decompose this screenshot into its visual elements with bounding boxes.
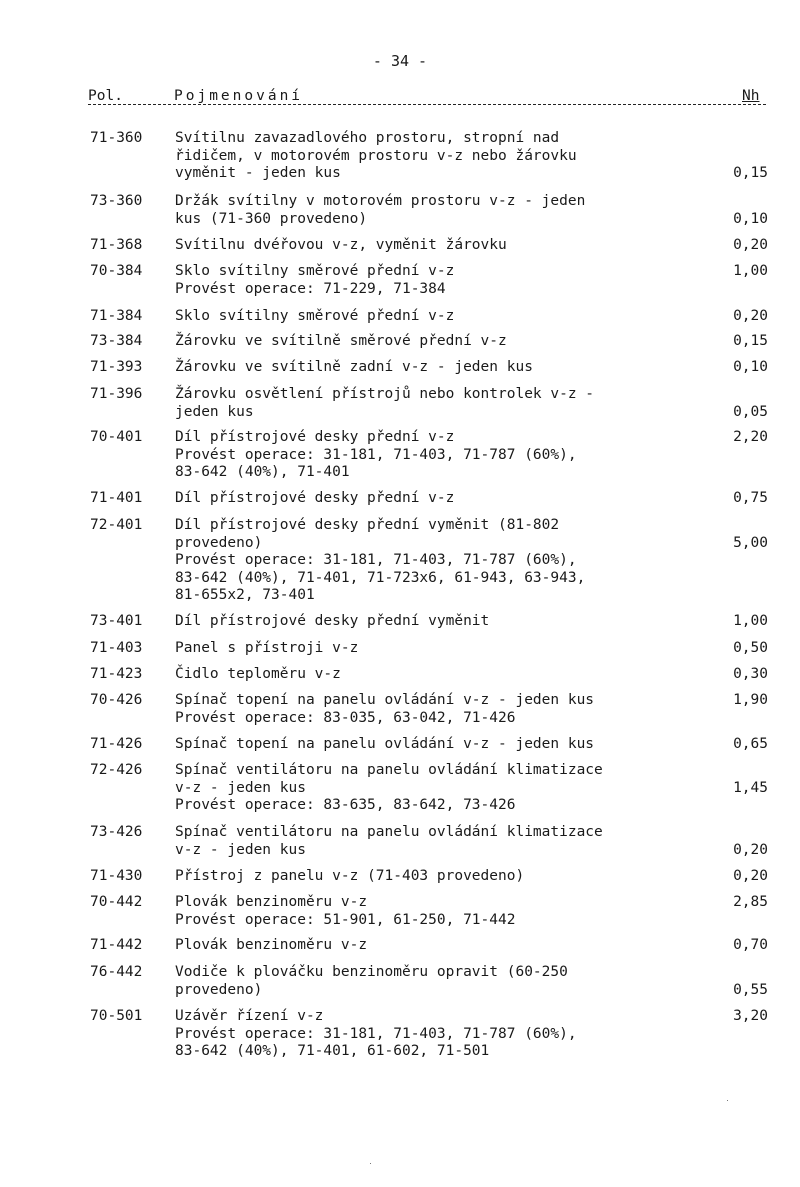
column-header-name: Pojmenování	[174, 88, 304, 104]
row-description: Sklo svítilny směrové přední v-z	[175, 308, 455, 324]
row-description: Žárovku ve svítilně směrové přední v-z	[175, 333, 507, 349]
row-code: 71-384	[90, 308, 143, 324]
row-description: Držák svítilny v motorovém prostoru v-z - jeden kus (71-360 provedeno)	[175, 193, 586, 227]
row-code: 70-384	[90, 263, 143, 279]
row-code: 70-501	[90, 1008, 143, 1024]
row-code: 70-401	[90, 429, 143, 445]
row-description: Spínač ventilátoru na panelu ovládání klimatizace v-z - jeden kus Provést operace: 83-635, 83-642, 73-426	[175, 762, 603, 813]
row-description: Uzávěr řízení v-z Provést operace: 31-181, 71-403, 71-787 (60%), 83-642 (40%), 71-401, 61-602, 71-501	[175, 1008, 577, 1059]
row-value: 5,00	[733, 534, 768, 551]
row-value: 2,20	[733, 429, 768, 445]
row-description: Sklo svítilny směrové přední v-z Provést operace: 71-229, 71-384	[175, 263, 455, 297]
row-value: 1,00	[733, 263, 768, 279]
row-value: 0,75	[733, 490, 768, 506]
row-code: 71-423	[90, 666, 143, 682]
row-description: Svítilnu zavazadlového prostoru, stropní nad řidičem, v motorovém prostoru v-z nebo žárovku vyměnit - jeden kus	[175, 130, 577, 181]
column-header-nh: Nh	[742, 88, 760, 104]
row-code: 76-442	[90, 964, 143, 980]
row-description: Přístroj z panelu v-z (71-403 provedeno)	[175, 868, 525, 884]
row-code: 71-430	[90, 868, 143, 884]
row-value: 0,15	[733, 333, 768, 349]
row-code: 71-401	[90, 490, 143, 506]
row-description: Panel s přístroji v-z	[175, 640, 359, 656]
header-rule	[88, 104, 766, 105]
row-description: Čidlo teploměru v-z	[175, 666, 341, 682]
row-value: 0,15	[733, 165, 768, 181]
row-value: 0,20	[733, 237, 768, 253]
row-value: 0,20	[733, 841, 768, 858]
row-description: Plovák benzinoměru v-z Provést operace: 51-901, 61-250, 71-442	[175, 894, 516, 928]
column-header-pol: Pol.	[88, 88, 123, 104]
row-value: 0,10	[733, 359, 768, 375]
row-description: Díl přístrojové desky přední vyměnit	[175, 613, 490, 629]
row-value: 0,10	[733, 210, 768, 227]
row-value: 0,30	[733, 666, 768, 682]
scan-speck	[727, 1100, 728, 1101]
page-number: - 34 -	[372, 52, 428, 70]
row-description: Díl přístrojové desky přední v-z	[175, 490, 455, 506]
row-code: 70-426	[90, 692, 143, 708]
row-code: 73-360	[90, 193, 143, 209]
row-code: 70-442	[90, 894, 143, 910]
row-code: 73-384	[90, 333, 143, 349]
row-description: Spínač topení na panelu ovládání v-z - jeden kus Provést operace: 83-035, 63-042, 71-426	[175, 692, 595, 726]
row-description: Žárovku ve svítilně zadní v-z - jeden kus	[175, 359, 533, 375]
row-value: 0,50	[733, 640, 768, 656]
row-description: Vodiče k plováčku benzinoměru opravit (60-250 provedeno)	[175, 964, 568, 998]
row-description: Díl přístrojové desky přední vyměnit (81-802 provedeno) Provést operace: 31-181, 71-403, 71-787 (60%), 83-642 (40%), 71-401, 71-723x6, 61-943, 63-943, 81-655x2, 73-401	[175, 517, 586, 603]
row-code: 73-426	[90, 824, 143, 840]
row-code: 72-426	[90, 762, 143, 778]
row-value: 0,70	[733, 937, 768, 953]
row-code: 73-401	[90, 613, 143, 629]
row-value: 3,20	[733, 1008, 768, 1024]
row-description: Spínač topení na panelu ovládání v-z - jeden kus	[175, 736, 595, 752]
row-code: 71-442	[90, 937, 143, 953]
row-code: 71-396	[90, 386, 143, 402]
row-description: Díl přístrojové desky přední v-z Provést operace: 31-181, 71-403, 71-787 (60%), 83-642 (40%), 71-401	[175, 429, 577, 480]
row-value: 0,65	[733, 736, 768, 752]
row-value: 2,85	[733, 894, 768, 910]
row-description: Spínač ventilátoru na panelu ovládání klimatizace v-z - jeden kus	[175, 824, 603, 858]
row-value: 1,00	[733, 613, 768, 629]
row-code: 72-401	[90, 517, 143, 533]
row-code: 71-403	[90, 640, 143, 656]
row-value: 0,20	[733, 308, 768, 324]
row-description: Žárovku osvětlení přístrojů nebo kontrolek v-z - jeden kus	[175, 386, 595, 420]
row-code: 71-426	[90, 736, 143, 752]
row-value: 0,20	[733, 868, 768, 884]
scan-speck	[370, 1163, 371, 1164]
row-code: 71-360	[90, 130, 143, 146]
row-description: Svítilnu dvéřovou v-z, vyměnit žárovku	[175, 237, 507, 253]
row-code: 71-393	[90, 359, 143, 375]
row-code: 71-368	[90, 237, 143, 253]
row-value: 0,55	[733, 981, 768, 998]
row-value: 0,05	[733, 403, 768, 420]
row-value: 1,90	[733, 692, 768, 708]
row-value: 1,45	[733, 779, 768, 796]
row-description: Plovák benzinoměru v-z	[175, 937, 368, 953]
